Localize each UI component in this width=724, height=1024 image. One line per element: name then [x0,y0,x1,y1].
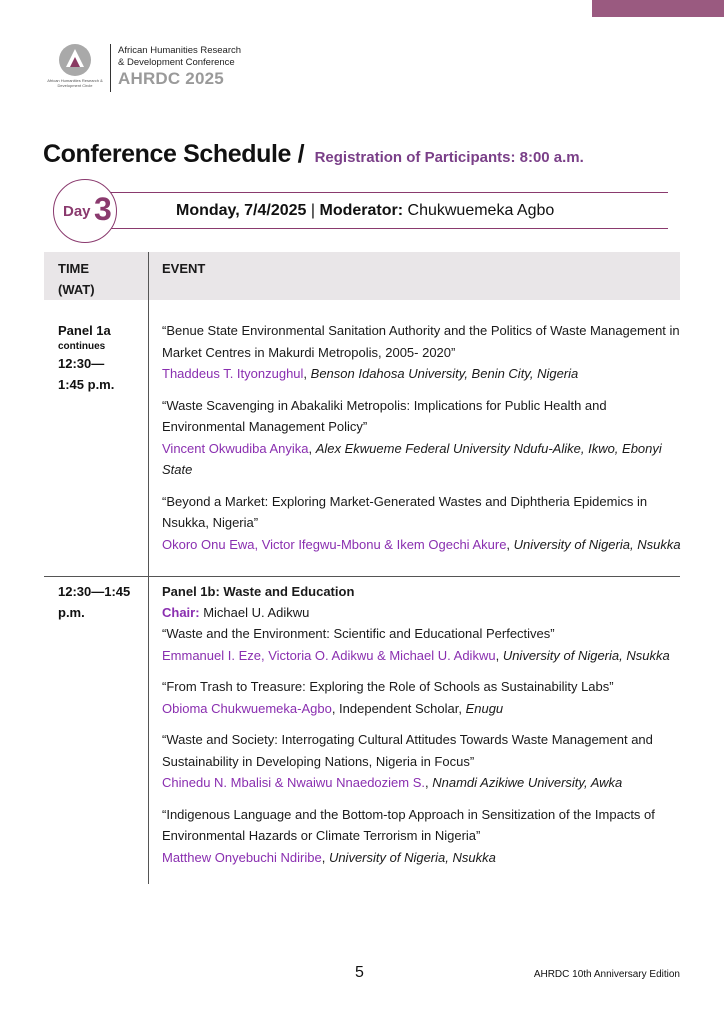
day-label: Day [63,203,91,220]
list-item: “Waste Scavenging in Abakaliki Metropolis: Implications for Public Health and Environmental Management Policy” Vincent Okwudiba Anyika, Alex Ekwueme Federal University Ndufu-Alike, Ikwo, Ebonyi State [162,397,662,477]
paper-affiliation: University of Nigeria, Nsukka [328,849,496,865]
page-number: 5 [355,964,364,981]
paper-title: “Beyond a Market: Exploring Market-Generated Wastes and Diphtheria Epidemics in Nsukka, Nigeria” [162,493,648,530]
header-line-2: & Development Conference [118,57,235,68]
conference-header [118,45,241,89]
row2-time-line1: 12:30—1:45 [58,584,131,599]
moderator-name: Chukwuemeka Agbo [407,202,555,219]
paper-affiliation: University of Nigeria, Nsukka [513,536,681,552]
paper-authors: Chinedu N. Mbalisi & Nwaiwu Nnaedoziem S. [162,775,426,790]
paper-affiliation: Enugu [465,700,504,716]
paper-authors: Vincent Okwudiba Anyika [162,440,309,456]
ahrdc-logo [45,44,105,94]
panel-chair [162,602,682,623]
paper-title: “Benue State Environmental Sanitation Authority and the Politics of Waste Management in Market Centres in Makurdi Metropolis, 2005- 2020” [162,323,680,360]
day-separator: | [310,202,316,219]
paper-title: “Waste and Society: Interrogating Cultural Attitudes Towards Waste Management and Sustainability in Developing Nations, Nigeria in Focus” [162,732,653,769]
day-number: 3 [94,191,112,227]
day-info [176,202,554,220]
paper-authors: Matthew Onyebuchi Ndiribe [162,849,322,865]
moderator-label: Moderator: [319,202,404,219]
row2-time-cell [58,581,130,623]
header-brand: AHRDC 2025 [118,69,224,88]
logo-emblem-icon [59,44,91,76]
paper-title: “Waste Scavenging in Abakaliki Metropolis: Implications for Public Health and Environmental Management Policy” [162,397,607,434]
paper-affiliation: Nnamdi Azikiwe University, Awka [432,775,623,790]
logo-caption: African Humanities Research & Development Circle [47,78,103,88]
paper-title: “From Trash to Treasure: Exploring the Role of Schools as Sustainability Labs” [162,679,614,694]
table-column-divider [148,252,149,884]
chair-label: Chair: [162,605,200,620]
row-separator [44,576,680,577]
list-item: “Beyond a Market: Exploring Market-Generated Wastes and Diphtheria Epidemics in Nsukka, Nigeria” Okoro Onu Ewa, Victor Ifegwu-Mbonu & Ikem Ogechi Akure, University of Nigeria, Nsukka [162,493,681,552]
row1-continues: continues [58,341,106,352]
column-header-time [58,258,95,300]
top-accent-bar [592,0,724,17]
column-header-event: EVENT [162,261,206,276]
paper-authors: Obioma Chukwuemeka-Agbo [162,700,332,716]
column-header-time-line1: TIME [58,261,90,276]
title-main: Conference Schedule / [43,140,305,168]
paper-affiliation: Alex Ekwueme Federal University Ndufu-Alike, Ikwo, Ebonyi State [162,440,662,477]
row1-time-cell [58,320,114,395]
paper-affiliation: Benson Idahosa University, Benin City, Nigeria [310,366,579,381]
day-date: Monday, 7/4/2025 [176,202,307,219]
paper-authors: Thaddeus T. Ityonzughul [162,366,304,381]
row2-events [162,581,682,878]
paper-title: “Indigenous Language and the Bottom-top Approach in Sensitization of the Impacts of Environmental Hazards or Climate Terrorism in Nigeria” [162,806,655,843]
edition-label: AHRDC 10th Anniversary Edition [533,969,680,980]
schedule-table-header [44,252,680,300]
row1-panel: Panel 1a [58,323,111,338]
row1-time-line2: 1:45 p.m. [58,377,115,392]
header-divider [110,44,111,92]
paper-affiliation: University of Nigeria, Nsukka [502,647,670,663]
paper-authors: Okoro Onu Ewa, Victor Ifegwu-Mbonu & Ikem Ogechi Akure [162,536,507,552]
day-badge [53,179,117,243]
registration-note: Registration of Participants: 8:00 a.m. [314,149,584,166]
row1-time-line1: 12:30— [58,356,105,371]
column-header-time-line2: (WAT) [58,282,95,297]
paper-title: “Waste and the Environment: Scientific and Educational Perfectives” [162,626,555,641]
paper-affiliation-plain: Independent Scholar [339,700,459,716]
paper-authors: Emmanuel I. Eze, Victoria O. Adikwu & Michael U. Adikwu [162,647,496,663]
panel-title: Panel 1b: Waste and Education [162,584,355,599]
day-rule-top [86,192,668,193]
list-item: “Benue State Environmental Sanitation Authority and the Politics of Waste Management in Market Centres in Makurdi Metropolis, 2005- 2020” Thaddeus T. Ityonzughul, Benson Idahosa University, Benin City, Nigeria [162,323,680,381]
list-item: “Waste and Society: Interrogating Cultural Attitudes Towards Waste Management and Sustainability in Developing Nations, Nigeria in Focus” Chinedu N. Mbalisi & Nwaiwu Nnaedoziem S., Nnamdi Azikiwe University, Awka [162,732,653,790]
chair-name: Michael U. Adikwu [203,605,310,620]
list-item: “Waste and the Environment: Scientific and Educational Perfectives” Emmanuel I. Eze, Victoria O. Adikwu & Michael U. Adikwu, University of Nigeria, Nsukka [162,626,670,663]
row1-events [162,320,682,565]
header-line-1: African Humanities Research [118,45,242,56]
list-item: “From Trash to Treasure: Exploring the Role of Schools as Sustainability Labs” Obioma Chukwuemeka-Agbo, Independent Scholar, Enugu [162,679,614,716]
list-item: “Indigenous Language and the Bottom-top Approach in Sensitization of the Impacts of Environmental Hazards or Climate Terrorism in Nigeria” Matthew Onyebuchi Ndiribe, University of Nigeria, Nsukka [162,806,655,865]
day-rule-bottom [86,228,668,229]
page-title [43,140,584,169]
row2-time-line2: p.m. [58,605,85,620]
